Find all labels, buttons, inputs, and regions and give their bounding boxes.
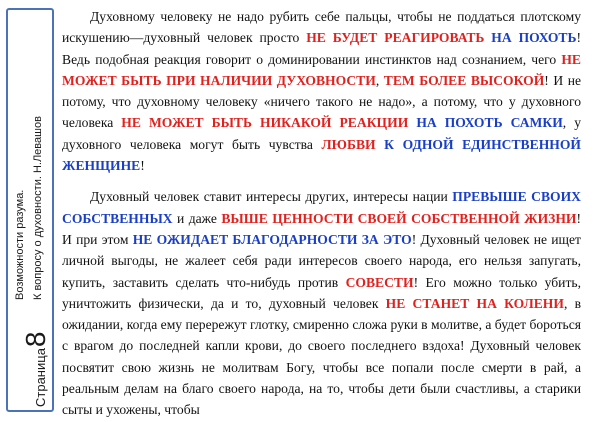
highlight-blue: ПРЕВЫШЕ СВОИХ СОБСТВЕННЫХ: [62, 189, 581, 226]
page-label: Страница: [33, 348, 48, 407]
highlight-red: ЛЮБВИ: [321, 136, 376, 152]
paragraph-2: [62, 186, 581, 420]
page-number: 8: [20, 331, 51, 348]
main-text: [62, 6, 581, 421]
sidebar-frame: [6, 8, 54, 412]
highlight-red: НЕ СТАНЕТ НА КОЛЕНИ: [385, 295, 564, 311]
highlight-red: ВЫШЕ ЦЕННОСТИ СВОЕЙ СОБСТВЕННОЙ ЖИЗНИ: [221, 210, 577, 226]
text-run: Духовный человек ставит интересы других, интересы нации: [90, 189, 453, 205]
highlight-blue: НА ПОХОТЬ САМКИ: [416, 115, 563, 131]
highlight-blue: НЕ ОЖИДАЕТ БЛАГОДАРНОСТИ ЗА ЭТО: [132, 231, 412, 247]
text-run: , в ожидании, когда ему перережут глотку, смиренно сложа руки в молитве, а будет бороться с врагом до последней капли крови, до своего последнего вздоха! Духовный человек посвятит свою жизнь не молитвам Богу, чтобы все попали после смерти в рай, а реальным делам на благо своего народа, на то, чтобы дети были счастливы, а старики сыты и ухожены, чтобы: [62, 295, 581, 418]
text-run: ,: [375, 72, 384, 88]
book-title-line-1: Возможности разума.: [14, 189, 26, 300]
text-run: ! И при этом: [62, 210, 581, 247]
sidebar-rotated: [8, 10, 52, 410]
highlight-red: РЕАГИРОВАТЬ: [384, 30, 485, 46]
highlight-blue: НА ПОХОТЬ: [491, 30, 577, 46]
highlight-red: НЕ БУДЕТ: [306, 30, 378, 46]
highlight-red: ТЕМ БОЛЕЕ ВЫСОКОЙ: [383, 72, 545, 88]
book-title: [11, 20, 47, 300]
text-run: , у духовного человека могут быть чувства: [62, 115, 582, 152]
paragraph-1: [62, 6, 581, 176]
book-title-line-2: К вопросу о духовности. Н.Левашов: [32, 116, 44, 300]
text-run: Духовному человеку не надо рубить себе пальцы, чтобы не поддаться плотскому искушению—духовный человек просто: [62, 9, 581, 46]
text-run: ! Духовный человек не ищет личной выгоды, не жалеет себя ради интересов своего народа, его нельзя запугать, купить, заставить сделать что-нибудь против: [62, 231, 581, 290]
text-run: ! Ведь подобная реакция говорит о доминировании инстинктов над сознанием, чего: [62, 30, 581, 67]
text-run: и даже: [172, 210, 222, 226]
highlight-red: НЕ МОЖЕТ БЫТЬ ПРИ НАЛИЧИИ ДУХОВНОСТИ: [62, 51, 581, 88]
text-run: ! Его можно только убить, уничтожить физически, да и то, духовный человек: [62, 274, 581, 311]
text-run: ! И не потому, что духовному человеку «ничего такого не надо», а потому, что у духовного человека: [62, 72, 581, 131]
highlight-red: НЕ МОЖЕТ БЫТЬ НИКАКОЙ РЕАКЦИИ: [121, 115, 409, 131]
highlight-blue: К ОДНОЙ ЕДИНСТВЕННОЙ ЖЕНЩИНЕ: [62, 136, 581, 174]
page-number-block: [12, 332, 50, 408]
text-run: [376, 137, 385, 152]
text-run: !: [140, 158, 145, 174]
highlight-red: СОВЕСТИ: [345, 274, 414, 290]
